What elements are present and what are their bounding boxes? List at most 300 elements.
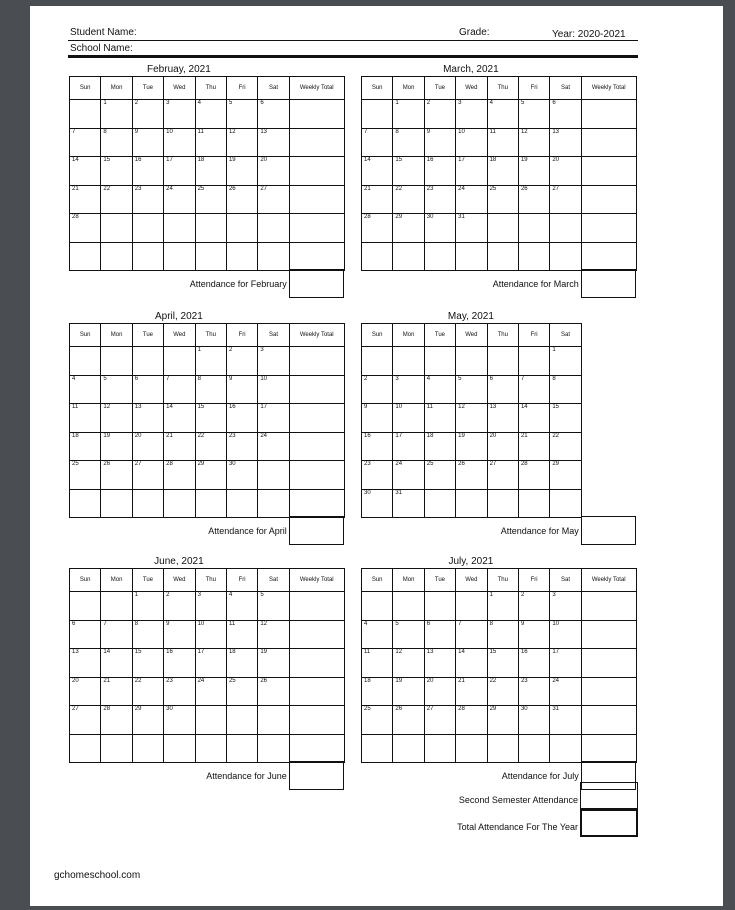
day-cell[interactable]: 24: [164, 185, 195, 214]
day-cell[interactable]: 19: [226, 157, 257, 186]
day-cell[interactable]: 5: [226, 100, 257, 129]
weekly-total-cell[interactable]: [289, 185, 344, 214]
day-cell[interactable]: [70, 592, 101, 621]
day-cell[interactable]: [226, 706, 257, 735]
weekly-total-cell[interactable]: [581, 128, 636, 157]
day-cell[interactable]: 12: [258, 620, 289, 649]
day-cell[interactable]: 18: [424, 432, 455, 461]
day-cell[interactable]: 5: [518, 100, 549, 129]
day-cell[interactable]: [101, 242, 132, 271]
day-cell[interactable]: [518, 489, 549, 518]
day-cell[interactable]: [362, 347, 393, 376]
day-cell[interactable]: [362, 734, 393, 763]
weekly-total-cell[interactable]: [289, 706, 344, 735]
day-cell[interactable]: 11: [424, 404, 455, 433]
day-header: Mon: [101, 77, 132, 100]
day-cell[interactable]: [258, 706, 289, 735]
day-cell[interactable]: 27: [132, 461, 163, 490]
month-title: April, 2021: [154, 311, 203, 322]
day-cell[interactable]: 25: [195, 185, 226, 214]
day-cell[interactable]: 21: [101, 677, 132, 706]
day-cell[interactable]: 10: [550, 620, 581, 649]
day-cell[interactable]: [456, 592, 487, 621]
day-cell[interactable]: [393, 347, 424, 376]
day-cell[interactable]: 7: [70, 128, 101, 157]
day-cell[interactable]: [487, 734, 518, 763]
day-cell[interactable]: [132, 734, 163, 763]
day-cell[interactable]: [132, 214, 163, 243]
weekly-total-cell[interactable]: [289, 128, 344, 157]
day-cell[interactable]: 1: [393, 100, 424, 129]
day-cell[interactable]: [226, 734, 257, 763]
day-cell[interactable]: 4: [362, 620, 393, 649]
day-cell[interactable]: [132, 347, 163, 376]
day-cell[interactable]: 22: [132, 677, 163, 706]
day-cell[interactable]: 20: [487, 432, 518, 461]
weekly-total-cell[interactable]: [289, 404, 344, 433]
day-cell[interactable]: 4: [226, 592, 257, 621]
day-cell[interactable]: 6: [258, 100, 289, 129]
week-row: [70, 100, 345, 129]
day-cell[interactable]: 16: [226, 404, 257, 433]
day-cell[interactable]: 8: [487, 620, 518, 649]
day-cell[interactable]: [101, 734, 132, 763]
day-cell[interactable]: [226, 242, 257, 271]
day-cell[interactable]: [393, 734, 424, 763]
day-cell[interactable]: 20: [70, 677, 101, 706]
day-cell[interactable]: [487, 489, 518, 518]
day-cell[interactable]: 12: [226, 128, 257, 157]
day-cell[interactable]: 28: [362, 214, 393, 243]
day-cell[interactable]: 7: [362, 128, 393, 157]
day-cell[interactable]: [101, 489, 132, 518]
day-cell[interactable]: [456, 734, 487, 763]
day-cell[interactable]: [164, 347, 195, 376]
day-cell[interactable]: 18: [195, 157, 226, 186]
day-cell[interactable]: 2: [132, 100, 163, 129]
day-cell[interactable]: 29: [393, 214, 424, 243]
day-cell[interactable]: 9: [424, 128, 455, 157]
day-cell[interactable]: 19: [518, 157, 549, 186]
day-cell[interactable]: 31: [550, 706, 581, 735]
day-cell[interactable]: 15: [195, 404, 226, 433]
day-cell[interactable]: 16: [518, 649, 549, 678]
day-cell[interactable]: 24: [456, 185, 487, 214]
day-cell[interactable]: 22: [195, 432, 226, 461]
day-cell[interactable]: 30: [164, 706, 195, 735]
day-cell[interactable]: 15: [550, 404, 581, 433]
day-cell[interactable]: 13: [70, 649, 101, 678]
day-cell[interactable]: [195, 706, 226, 735]
day-cell[interactable]: 21: [456, 677, 487, 706]
day-cell[interactable]: 11: [487, 128, 518, 157]
weekly-total-cell[interactable]: [289, 461, 344, 490]
day-cell[interactable]: 14: [456, 649, 487, 678]
weekly-total-cell[interactable]: [581, 734, 636, 763]
day-cell[interactable]: 27: [70, 706, 101, 735]
day-cell[interactable]: [424, 734, 455, 763]
day-cell[interactable]: 21: [70, 185, 101, 214]
day-cell[interactable]: [101, 592, 132, 621]
attendance-box[interactable]: [289, 516, 344, 545]
day-cell[interactable]: 29: [132, 706, 163, 735]
day-cell[interactable]: 5: [101, 375, 132, 404]
day-cell[interactable]: 10: [164, 128, 195, 157]
day-cell[interactable]: 29: [487, 706, 518, 735]
day-cell[interactable]: 20: [424, 677, 455, 706]
day-cell[interactable]: 28: [164, 461, 195, 490]
day-cell[interactable]: 18: [70, 432, 101, 461]
day-cell[interactable]: 16: [164, 649, 195, 678]
weekly-total-cell[interactable]: [289, 432, 344, 461]
day-cell[interactable]: [70, 100, 101, 129]
day-cell[interactable]: [424, 489, 455, 518]
day-cell[interactable]: 26: [518, 185, 549, 214]
day-cell[interactable]: [550, 214, 581, 243]
day-cell[interactable]: 3: [456, 100, 487, 129]
day-cell[interactable]: [132, 489, 163, 518]
day-cell[interactable]: 26: [258, 677, 289, 706]
day-cell[interactable]: 5: [393, 620, 424, 649]
day-cell[interactable]: [258, 242, 289, 271]
day-cell[interactable]: 12: [101, 404, 132, 433]
day-cell[interactable]: 20: [550, 157, 581, 186]
month-grid: [69, 323, 345, 518]
day-cell[interactable]: 6: [424, 620, 455, 649]
day-cell[interactable]: 24: [258, 432, 289, 461]
day-cell[interactable]: 28: [456, 706, 487, 735]
day-cell[interactable]: 5: [456, 375, 487, 404]
day-cell[interactable]: 14: [362, 157, 393, 186]
day-cell[interactable]: 15: [132, 649, 163, 678]
day-cell[interactable]: 19: [258, 649, 289, 678]
day-cell[interactable]: 6: [487, 375, 518, 404]
day-cell[interactable]: 21: [362, 185, 393, 214]
day-cell[interactable]: 26: [456, 461, 487, 490]
day-cell[interactable]: [258, 214, 289, 243]
total-attendance-box[interactable]: [580, 809, 638, 837]
day-cell[interactable]: 4: [424, 375, 455, 404]
day-cell[interactable]: [550, 489, 581, 518]
weekly-total-cell[interactable]: [581, 214, 636, 243]
day-cell[interactable]: 14: [164, 404, 195, 433]
day-cell[interactable]: [518, 347, 549, 376]
day-cell[interactable]: [362, 100, 393, 129]
day-cell[interactable]: 4: [195, 100, 226, 129]
day-cell[interactable]: 23: [132, 185, 163, 214]
day-cell[interactable]: 23: [226, 432, 257, 461]
day-cell[interactable]: 18: [362, 677, 393, 706]
day-cell[interactable]: 30: [226, 461, 257, 490]
day-cell[interactable]: [258, 489, 289, 518]
day-cell[interactable]: 15: [487, 649, 518, 678]
weekly-total-cell[interactable]: [581, 157, 636, 186]
day-cell[interactable]: 14: [70, 157, 101, 186]
day-cell[interactable]: 20: [132, 432, 163, 461]
weekly-total-cell[interactable]: [581, 620, 636, 649]
day-cell[interactable]: 27: [550, 185, 581, 214]
day-cell[interactable]: 22: [487, 677, 518, 706]
day-cell[interactable]: 19: [101, 432, 132, 461]
day-cell[interactable]: 16: [362, 432, 393, 461]
day-cell[interactable]: [424, 242, 455, 271]
day-cell[interactable]: 25: [487, 185, 518, 214]
attendance-box[interactable]: [581, 269, 636, 298]
weekly-total-cell[interactable]: [289, 214, 344, 243]
week-row: [362, 649, 637, 678]
day-cell[interactable]: 2: [518, 592, 549, 621]
day-cell[interactable]: 25: [70, 461, 101, 490]
day-cell[interactable]: 19: [456, 432, 487, 461]
day-cell[interactable]: [258, 734, 289, 763]
day-cell[interactable]: 7: [456, 620, 487, 649]
day-cell[interactable]: 28: [70, 214, 101, 243]
day-cell[interactable]: 13: [550, 128, 581, 157]
day-cell[interactable]: 12: [393, 649, 424, 678]
day-cell[interactable]: 3: [164, 100, 195, 129]
day-cell[interactable]: 19: [393, 677, 424, 706]
day-cell[interactable]: 23: [424, 185, 455, 214]
day-cell[interactable]: 25: [226, 677, 257, 706]
attendance-box[interactable]: [289, 761, 344, 790]
day-cell[interactable]: 22: [393, 185, 424, 214]
day-cell[interactable]: 13: [132, 404, 163, 433]
day-cell[interactable]: [456, 242, 487, 271]
day-cell[interactable]: [164, 734, 195, 763]
day-cell[interactable]: [550, 242, 581, 271]
day-cell[interactable]: 17: [393, 432, 424, 461]
day-cell[interactable]: 1: [132, 592, 163, 621]
day-cell[interactable]: [487, 347, 518, 376]
day-cell[interactable]: 13: [424, 649, 455, 678]
day-cell[interactable]: [424, 347, 455, 376]
day-cell[interactable]: 17: [550, 649, 581, 678]
day-cell[interactable]: 24: [195, 677, 226, 706]
weekly-total-cell[interactable]: [581, 706, 636, 735]
day-cell[interactable]: 17: [164, 157, 195, 186]
day-cell[interactable]: [393, 242, 424, 271]
day-cell[interactable]: 1: [195, 347, 226, 376]
day-cell[interactable]: [362, 242, 393, 271]
day-cell[interactable]: [518, 242, 549, 271]
day-cell[interactable]: 25: [424, 461, 455, 490]
day-cell[interactable]: [518, 734, 549, 763]
day-cell[interactable]: [456, 347, 487, 376]
day-cell[interactable]: 9: [132, 128, 163, 157]
day-cell[interactable]: 10: [258, 375, 289, 404]
day-cell[interactable]: 18: [487, 157, 518, 186]
day-cell[interactable]: 12: [518, 128, 549, 157]
weekly-total-cell[interactable]: [581, 592, 636, 621]
day-cell[interactable]: 17: [258, 404, 289, 433]
day-cell[interactable]: 4: [487, 100, 518, 129]
day-cell[interactable]: [195, 734, 226, 763]
day-cell[interactable]: 13: [258, 128, 289, 157]
day-cell[interactable]: 23: [164, 677, 195, 706]
day-cell[interactable]: 24: [550, 677, 581, 706]
day-cell[interactable]: [362, 592, 393, 621]
day-cell[interactable]: 3: [195, 592, 226, 621]
day-cell[interactable]: 30: [424, 214, 455, 243]
weekly-total-cell[interactable]: [581, 100, 636, 129]
day-cell[interactable]: [518, 214, 549, 243]
weekly-total-cell[interactable]: [581, 649, 636, 678]
weekly-total-header: Weekly Total: [289, 77, 344, 100]
day-cell[interactable]: 22: [550, 432, 581, 461]
day-cell[interactable]: 20: [258, 157, 289, 186]
day-cell[interactable]: 3: [258, 347, 289, 376]
day-cell[interactable]: 8: [132, 620, 163, 649]
day-cell[interactable]: 4: [70, 375, 101, 404]
day-cell[interactable]: 28: [101, 706, 132, 735]
weekly-total-cell[interactable]: [581, 677, 636, 706]
day-cell[interactable]: 14: [101, 649, 132, 678]
day-cell[interactable]: 30: [518, 706, 549, 735]
day-cell[interactable]: [164, 489, 195, 518]
week-row: [362, 677, 637, 706]
day-cell[interactable]: 25: [362, 706, 393, 735]
weekly-total-cell[interactable]: [289, 592, 344, 621]
day-cell[interactable]: [393, 592, 424, 621]
weekly-total-cell[interactable]: [289, 677, 344, 706]
day-cell[interactable]: [226, 214, 257, 243]
day-cell[interactable]: 3: [550, 592, 581, 621]
day-cell[interactable]: [164, 214, 195, 243]
day-cell[interactable]: 10: [393, 404, 424, 433]
day-cell[interactable]: 30: [362, 489, 393, 518]
day-cell[interactable]: 5: [258, 592, 289, 621]
day-cell[interactable]: 21: [164, 432, 195, 461]
day-cell[interactable]: 1: [101, 100, 132, 129]
day-cell[interactable]: 27: [424, 706, 455, 735]
second-semester-box[interactable]: [580, 782, 638, 809]
day-cell[interactable]: 8: [101, 128, 132, 157]
day-cell[interactable]: 9: [362, 404, 393, 433]
day-cell[interactable]: 11: [70, 404, 101, 433]
day-cell[interactable]: 16: [132, 157, 163, 186]
day-cell[interactable]: [70, 734, 101, 763]
day-cell[interactable]: [101, 347, 132, 376]
day-cell[interactable]: 3: [393, 375, 424, 404]
day-cell[interactable]: 29: [195, 461, 226, 490]
day-cell[interactable]: 26: [393, 706, 424, 735]
day-cell[interactable]: 8: [393, 128, 424, 157]
weekly-total-cell[interactable]: [289, 620, 344, 649]
day-cell[interactable]: [70, 347, 101, 376]
day-cell[interactable]: 9: [518, 620, 549, 649]
day-cell[interactable]: [487, 242, 518, 271]
weekly-total-cell[interactable]: [289, 100, 344, 129]
day-header: Thu: [195, 569, 226, 592]
weekly-total-cell[interactable]: [581, 242, 636, 271]
day-cell[interactable]: 26: [226, 185, 257, 214]
day-cell[interactable]: 7: [164, 375, 195, 404]
day-cell[interactable]: 14: [518, 404, 549, 433]
day-cell[interactable]: [195, 489, 226, 518]
day-cell[interactable]: 9: [164, 620, 195, 649]
day-cell[interactable]: [195, 242, 226, 271]
day-cell[interactable]: [487, 214, 518, 243]
week-row: [70, 347, 345, 376]
day-cell[interactable]: [226, 489, 257, 518]
day-cell[interactable]: 6: [132, 375, 163, 404]
weekly-total-cell[interactable]: [289, 375, 344, 404]
day-cell[interactable]: 31: [393, 489, 424, 518]
day-cell[interactable]: 24: [393, 461, 424, 490]
day-cell[interactable]: [101, 214, 132, 243]
day-cell[interactable]: 11: [195, 128, 226, 157]
weekly-total-cell[interactable]: [289, 489, 344, 518]
day-cell[interactable]: 16: [424, 157, 455, 186]
weekly-total-cell[interactable]: [289, 242, 344, 271]
weekly-total-cell[interactable]: [581, 185, 636, 214]
day-header: Fri: [518, 569, 549, 592]
day-cell[interactable]: [258, 461, 289, 490]
day-cell[interactable]: 28: [518, 461, 549, 490]
month-title: May, 2021: [447, 311, 494, 322]
day-cell[interactable]: 21: [518, 432, 549, 461]
weekly-total-cell[interactable]: [289, 347, 344, 376]
day-cell[interactable]: 9: [226, 375, 257, 404]
day-cell[interactable]: 23: [518, 677, 549, 706]
day-cell[interactable]: 12: [456, 404, 487, 433]
day-cell[interactable]: 1: [550, 347, 581, 376]
day-cell[interactable]: 8: [195, 375, 226, 404]
day-cell[interactable]: 27: [487, 461, 518, 490]
weekly-total-cell[interactable]: [289, 649, 344, 678]
day-cell[interactable]: [132, 242, 163, 271]
day-cell[interactable]: 11: [362, 649, 393, 678]
day-cell[interactable]: 23: [362, 461, 393, 490]
weekly-total-cell[interactable]: [289, 157, 344, 186]
attendance-box[interactable]: [289, 269, 344, 298]
day-cell[interactable]: [424, 592, 455, 621]
day-cell[interactable]: 15: [101, 157, 132, 186]
day-cell[interactable]: 1: [487, 592, 518, 621]
day-cell[interactable]: 29: [550, 461, 581, 490]
day-cell[interactable]: 6: [550, 100, 581, 129]
day-cell[interactable]: 7: [518, 375, 549, 404]
day-cell[interactable]: 11: [226, 620, 257, 649]
day-cell[interactable]: 2: [424, 100, 455, 129]
day-cell[interactable]: 17: [195, 649, 226, 678]
day-cell[interactable]: 22: [101, 185, 132, 214]
day-cell[interactable]: 7: [101, 620, 132, 649]
day-cell[interactable]: 10: [456, 128, 487, 157]
day-cell[interactable]: 8: [550, 375, 581, 404]
day-cell[interactable]: 6: [70, 620, 101, 649]
attendance-box[interactable]: [581, 516, 636, 545]
day-cell[interactable]: 13: [487, 404, 518, 433]
day-cell[interactable]: 17: [456, 157, 487, 186]
day-cell[interactable]: 26: [101, 461, 132, 490]
day-cell[interactable]: [70, 242, 101, 271]
day-cell[interactable]: 18: [226, 649, 257, 678]
day-cell[interactable]: 10: [195, 620, 226, 649]
day-cell[interactable]: [195, 214, 226, 243]
day-cell[interactable]: 31: [456, 214, 487, 243]
day-cell[interactable]: [164, 242, 195, 271]
day-cell[interactable]: 2: [164, 592, 195, 621]
day-cell[interactable]: 15: [393, 157, 424, 186]
day-cell[interactable]: 2: [362, 375, 393, 404]
day-cell[interactable]: [70, 489, 101, 518]
day-cell[interactable]: [456, 489, 487, 518]
weekly-total-cell[interactable]: [289, 734, 344, 763]
day-cell[interactable]: [550, 734, 581, 763]
day-cell[interactable]: 2: [226, 347, 257, 376]
day-cell[interactable]: 27: [258, 185, 289, 214]
